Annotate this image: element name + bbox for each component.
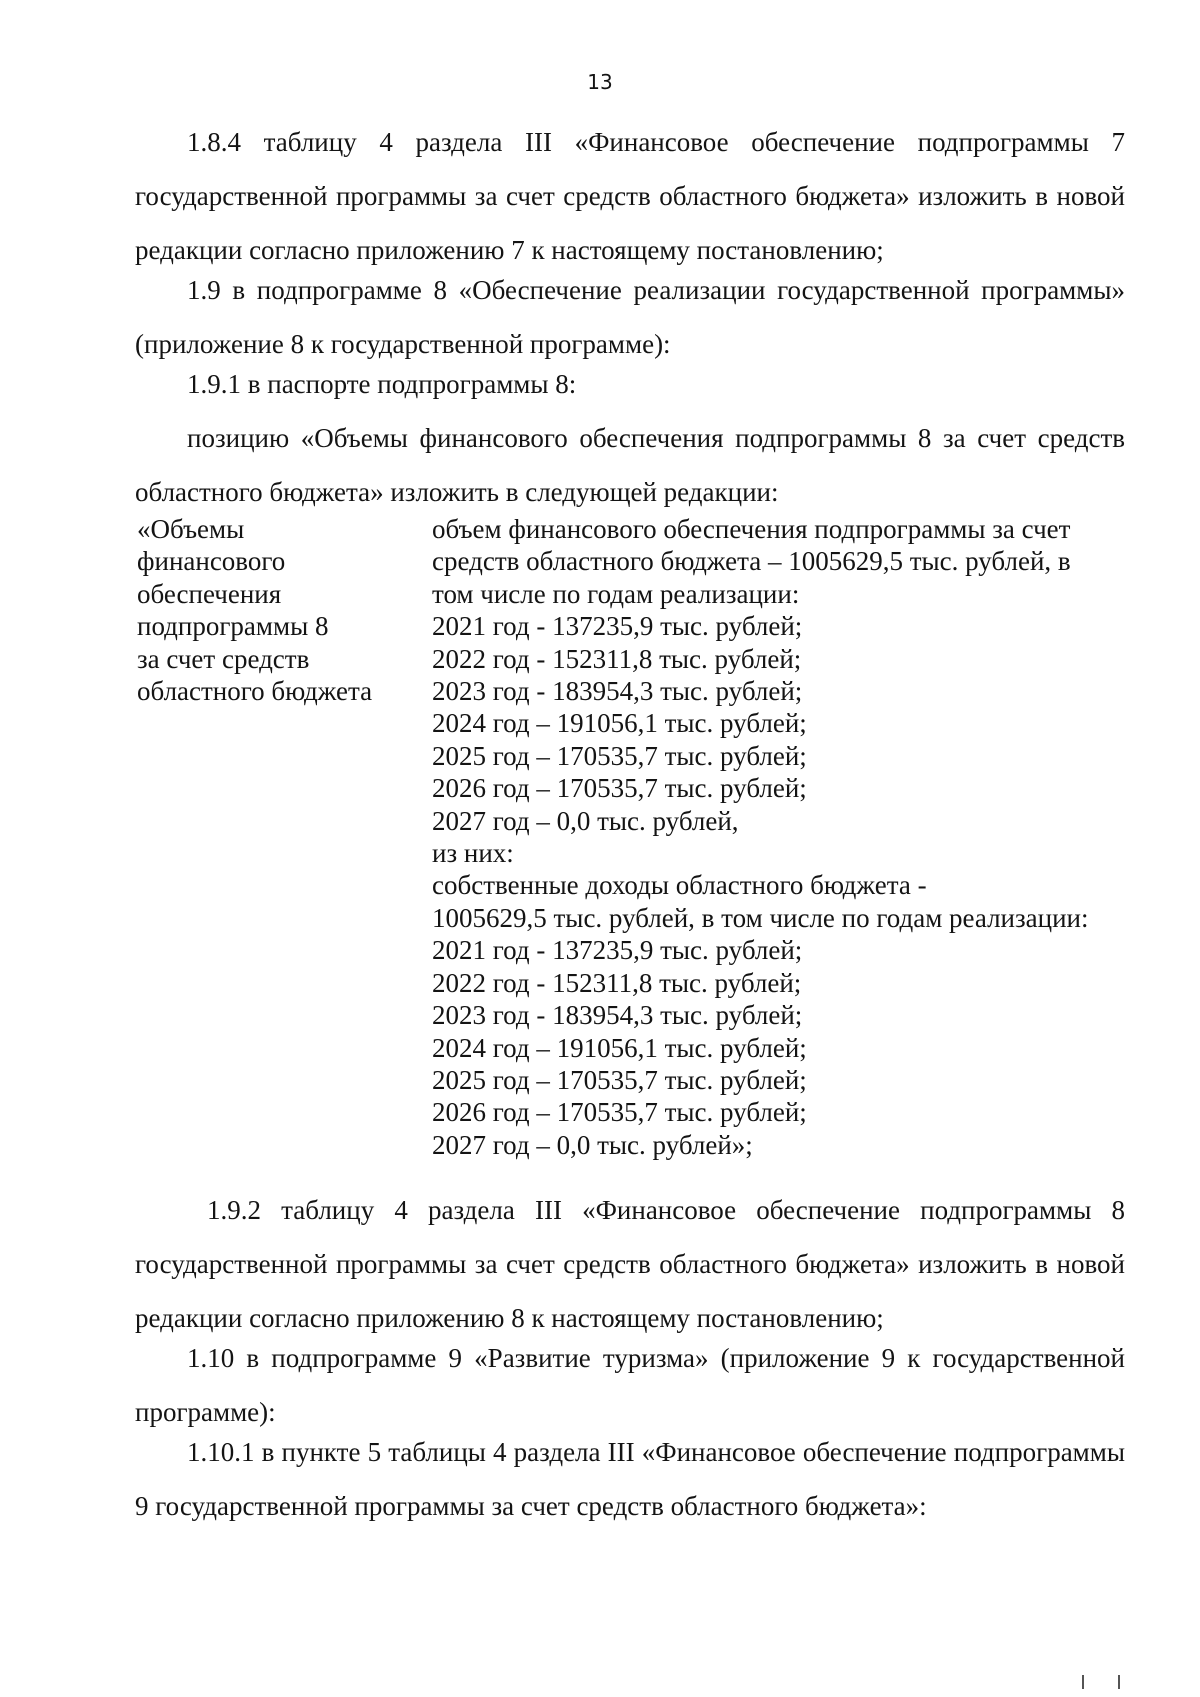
- value-line: 2022 год - 152311,8 тыс. рублей;: [432, 967, 802, 998]
- value-line: 2021 год - 137235,9 тыс. рублей;: [432, 611, 803, 642]
- value-line: 2025 год – 170535,7 тыс. рублей;: [432, 740, 807, 771]
- label-line: областного бюджета: [137, 676, 373, 707]
- label-line: обеспечения: [137, 578, 282, 609]
- passport-label-column: [137, 513, 407, 707]
- value-line: 2025 год – 170535,7 тыс. рублей;: [432, 1064, 807, 1095]
- label-line: подпрограммы 8: [137, 611, 329, 642]
- value-line: 2023 год - 183954,3 тыс. рублей;: [432, 676, 803, 707]
- value-line: 2027 год – 0,0 тыс. рублей,: [432, 805, 739, 836]
- value-line: собственные доходы областного бюджета -: [432, 870, 927, 901]
- paragraph-1-8-4: 1.8.4 таблицу 4 раздела III «Финансовое обеспечение подпрограммы 7 государственной программы за счет средств областного бюджета» изложить в новой редакции согласно приложению 7 к настоящему постановлению;: [135, 127, 1125, 265]
- value-line: 2027 год – 0,0 тыс. рублей»;: [432, 1129, 753, 1160]
- paragraph-1-9-2: 1.9.2 таблицу 4 раздела III «Финансовое обеспечение подпрограммы 8 государственной программы за счет средств областного бюджета» изложить в новой редакции согласно приложению 8 к настоящему постановлению;: [135, 1195, 1125, 1333]
- paragraph-position-intro: позицию «Объемы финансового обеспечения подпрограммы 8 за счет средств областного бюджета» изложить в следующей редакции:: [135, 423, 1125, 507]
- paragraph-1-10-1: 1.10.1 в пункте 5 таблицы 4 раздела III «Финансовое обеспечение подпрограммы 9 государственной программы за счет средств областного бюджета»:: [135, 1437, 1125, 1521]
- page-number: 13: [587, 70, 613, 94]
- value-line: 2023 год - 183954,3 тыс. рублей;: [432, 1000, 803, 1031]
- paragraph-1-10: 1.10 в подпрограмме 9 «Развитие туризма» (приложение 9 к государственной программе):: [135, 1343, 1125, 1427]
- value-line: 2026 год – 170535,7 тыс. рублей;: [432, 1097, 807, 1128]
- value-line: объем финансового обеспечения подпрограммы за счет: [432, 514, 1071, 544]
- value-line: 2026 год – 170535,7 тыс. рублей;: [432, 773, 807, 804]
- value-line: 2021 год - 137235,9 тыс. рублей;: [432, 935, 803, 966]
- paragraph-1-9: 1.9 в подпрограмме 8 «Обеспечение реализации государственной программы» (приложение 8 к государственной программе):: [135, 275, 1125, 359]
- passport-value-column: [432, 513, 1132, 1161]
- value-line: 1005629,5 тыс. рублей, в том числе по годам реализации:: [432, 902, 1089, 933]
- value-line: средств областного бюджета – 1005629,5 тыс. рублей, в: [432, 546, 1071, 577]
- value-line: 2024 год – 191056,1 тыс. рублей;: [432, 1032, 807, 1063]
- value-line: том числе по годам реализации:: [432, 578, 800, 609]
- label-line: «Объемы: [137, 514, 245, 544]
- value-line: из них:: [432, 838, 514, 869]
- label-line: за счет средств: [137, 643, 310, 674]
- label-line: финансового: [137, 546, 286, 577]
- value-line: 2022 год - 152311,8 тыс. рублей;: [432, 643, 802, 674]
- paragraph-1-9-1: 1.9.1 в паспорте подпрограммы 8:: [187, 369, 577, 399]
- scan-edge-mark: [1082, 1675, 1120, 1689]
- value-line: 2024 год – 191056,1 тыс. рублей;: [432, 708, 807, 739]
